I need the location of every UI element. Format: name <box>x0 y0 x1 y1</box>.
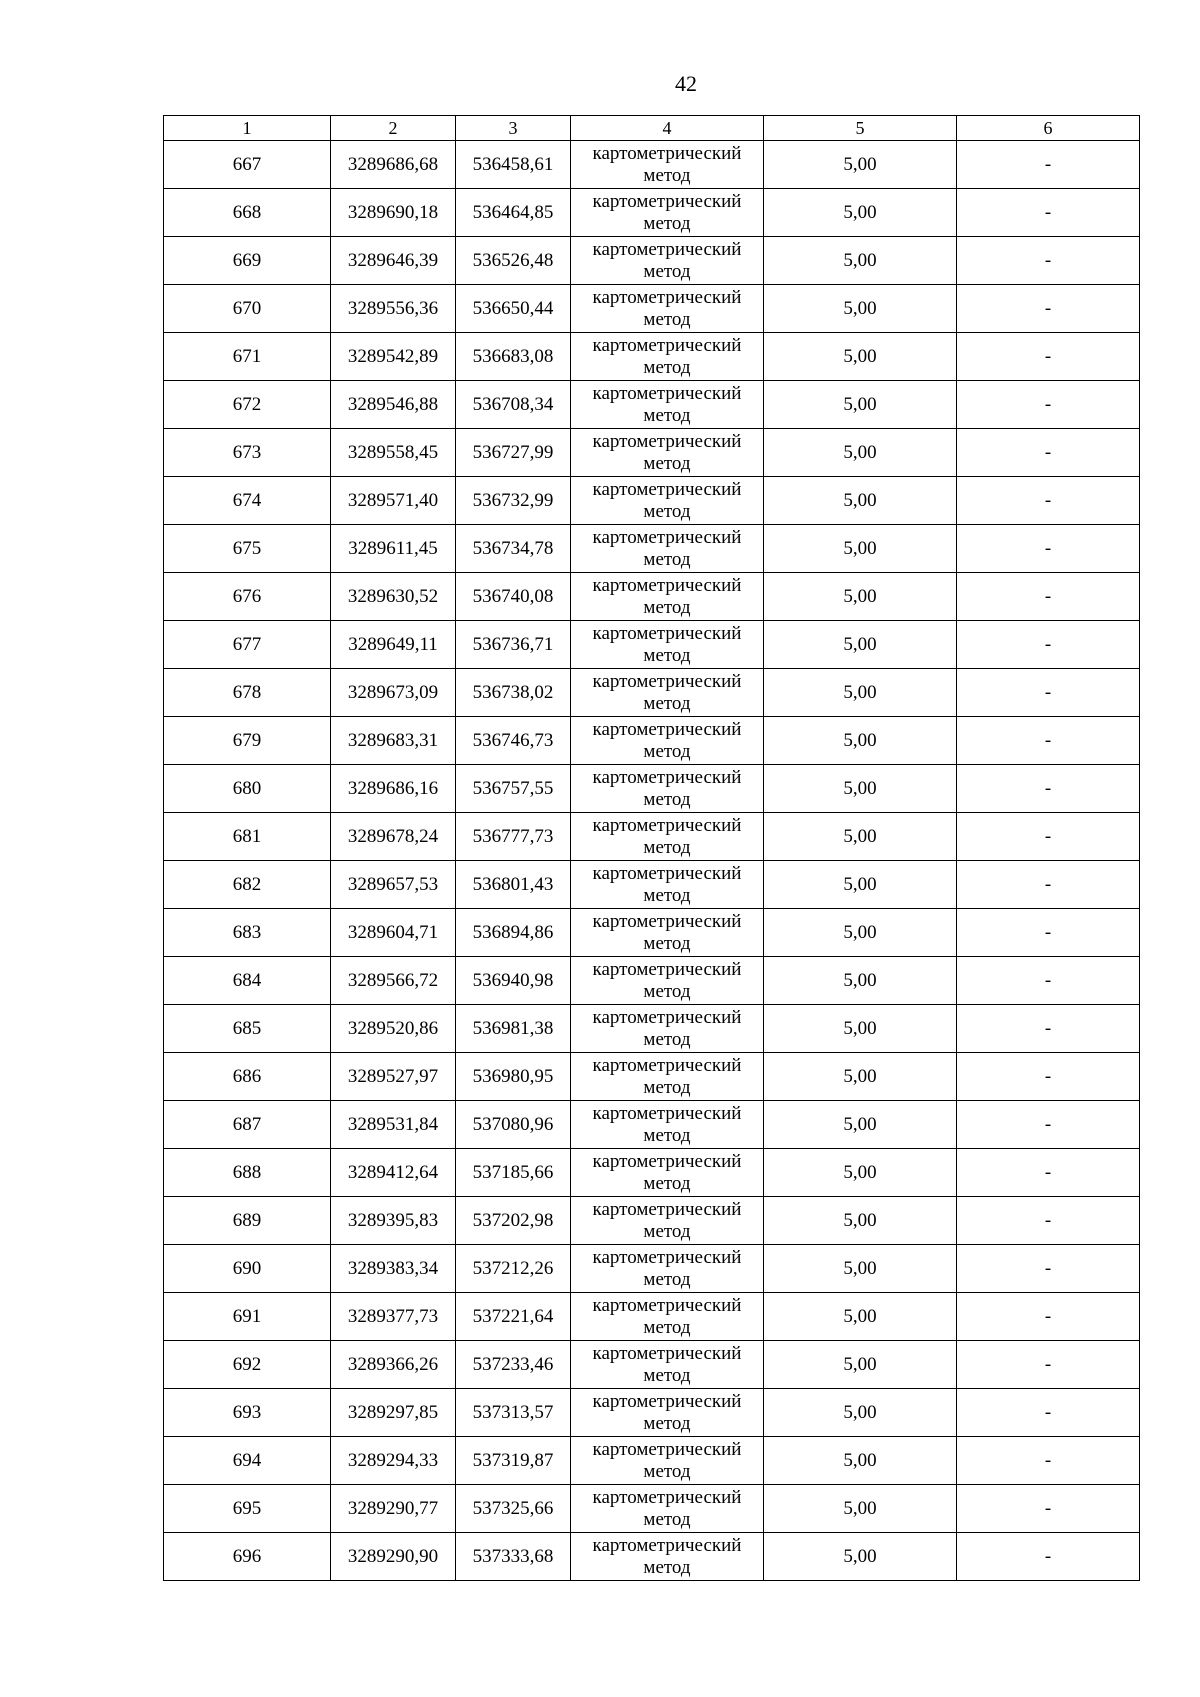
table-row <box>164 1053 1140 1101</box>
x-coordinate-cell: 3289556,36 <box>331 285 456 333</box>
y-coordinate-cell: 536738,02 <box>456 669 571 717</box>
x-coordinate-cell: 3289527,97 <box>331 1053 456 1101</box>
method-line-1: картометрический <box>592 814 742 836</box>
method-line-1: картометрический <box>592 1390 742 1412</box>
note-cell: - <box>957 1005 1140 1053</box>
y-coordinate-cell: 536458,61 <box>456 141 571 189</box>
table-row <box>164 237 1140 285</box>
table-header <box>164 116 1140 141</box>
point-number-cell: 689 <box>164 1197 331 1245</box>
note-cell: - <box>957 141 1140 189</box>
method-line-2: метод <box>643 1364 691 1386</box>
point-number-cell: 695 <box>164 1485 331 1533</box>
point-number-cell: 681 <box>164 813 331 861</box>
note-cell: - <box>957 669 1140 717</box>
method-cell <box>571 1149 764 1197</box>
method-line-1: картометрический <box>592 1198 742 1220</box>
y-coordinate-cell: 537333,68 <box>456 1533 571 1581</box>
method-line-2: метод <box>643 884 691 906</box>
method-line-2: метод <box>643 1220 691 1242</box>
x-coordinate-cell: 3289678,24 <box>331 813 456 861</box>
x-coordinate-cell: 3289546,88 <box>331 381 456 429</box>
note-cell: - <box>957 813 1140 861</box>
table-row <box>164 621 1140 669</box>
method-line-1: картометрический <box>592 1102 742 1124</box>
x-coordinate-cell: 3289290,77 <box>331 1485 456 1533</box>
y-coordinate-cell: 537319,87 <box>456 1437 571 1485</box>
accuracy-cell: 5,00 <box>764 765 957 813</box>
method-line-2: метод <box>643 1316 691 1338</box>
point-number-cell: 679 <box>164 717 331 765</box>
y-coordinate-cell: 536708,34 <box>456 381 571 429</box>
accuracy-cell: 5,00 <box>764 621 957 669</box>
method-line-1: картометрический <box>592 958 742 980</box>
y-coordinate-cell: 537212,26 <box>456 1245 571 1293</box>
point-number-cell: 688 <box>164 1149 331 1197</box>
table-row <box>164 141 1140 189</box>
point-number-cell: 678 <box>164 669 331 717</box>
point-number-cell: 685 <box>164 1005 331 1053</box>
method-line-1: картометрический <box>592 1534 742 1556</box>
y-coordinate-cell: 536746,73 <box>456 717 571 765</box>
accuracy-cell: 5,00 <box>764 1533 957 1581</box>
method-cell <box>571 621 764 669</box>
header-cell-4: 4 <box>571 116 764 141</box>
accuracy-cell: 5,00 <box>764 1341 957 1389</box>
method-line-2: метод <box>643 836 691 858</box>
table-row <box>164 813 1140 861</box>
method-cell <box>571 1341 764 1389</box>
method-cell <box>571 1005 764 1053</box>
table-row <box>164 717 1140 765</box>
method-line-2: метод <box>643 1028 691 1050</box>
accuracy-cell: 5,00 <box>764 1485 957 1533</box>
point-number-cell: 674 <box>164 477 331 525</box>
method-line-2: метод <box>643 260 691 282</box>
method-cell <box>571 1485 764 1533</box>
accuracy-cell: 5,00 <box>764 957 957 1005</box>
table-row <box>164 525 1140 573</box>
point-number-cell: 686 <box>164 1053 331 1101</box>
method-line-2: метод <box>643 692 691 714</box>
method-line-2: метод <box>643 644 691 666</box>
note-cell: - <box>957 237 1140 285</box>
method-line-1: картометрический <box>592 238 742 260</box>
method-line-2: метод <box>643 1508 691 1530</box>
x-coordinate-cell: 3289366,26 <box>331 1341 456 1389</box>
y-coordinate-cell: 536894,86 <box>456 909 571 957</box>
page-number: 42 <box>675 71 697 96</box>
note-cell: - <box>957 1533 1140 1581</box>
method-cell <box>571 237 764 285</box>
note-cell: - <box>957 1197 1140 1245</box>
point-number-cell: 687 <box>164 1101 331 1149</box>
method-cell <box>571 573 764 621</box>
x-coordinate-cell: 3289630,52 <box>331 573 456 621</box>
x-coordinate-cell: 3289412,64 <box>331 1149 456 1197</box>
table-row <box>164 1197 1140 1245</box>
method-line-2: метод <box>643 788 691 810</box>
method-line-1: картометрический <box>592 670 742 692</box>
table-row <box>164 477 1140 525</box>
method-cell <box>571 381 764 429</box>
accuracy-cell: 5,00 <box>764 429 957 477</box>
x-coordinate-cell: 3289604,71 <box>331 909 456 957</box>
point-number-cell: 680 <box>164 765 331 813</box>
y-coordinate-cell: 537313,57 <box>456 1389 571 1437</box>
x-coordinate-cell: 3289377,73 <box>331 1293 456 1341</box>
method-line-1: картометрический <box>592 1438 742 1460</box>
x-coordinate-cell: 3289611,45 <box>331 525 456 573</box>
accuracy-cell: 5,00 <box>764 1437 957 1485</box>
y-coordinate-cell: 536650,44 <box>456 285 571 333</box>
y-coordinate-cell: 536940,98 <box>456 957 571 1005</box>
note-cell: - <box>957 1437 1140 1485</box>
method-line-2: метод <box>643 212 691 234</box>
x-coordinate-cell: 3289558,45 <box>331 429 456 477</box>
table-row <box>164 765 1140 813</box>
table-row <box>164 1005 1140 1053</box>
point-number-cell: 691 <box>164 1293 331 1341</box>
table-row <box>164 1341 1140 1389</box>
accuracy-cell: 5,00 <box>764 477 957 525</box>
method-line-2: метод <box>643 356 691 378</box>
method-cell <box>571 1293 764 1341</box>
header-row <box>164 116 1140 141</box>
x-coordinate-cell: 3289542,89 <box>331 333 456 381</box>
accuracy-cell: 5,00 <box>764 285 957 333</box>
method-line-2: метод <box>643 452 691 474</box>
header-cell-3: 3 <box>456 116 571 141</box>
method-line-2: метод <box>643 404 691 426</box>
method-line-1: картометрический <box>592 766 742 788</box>
table-row <box>164 285 1140 333</box>
x-coordinate-cell: 3289297,85 <box>331 1389 456 1437</box>
method-cell <box>571 813 764 861</box>
method-line-2: метод <box>643 1412 691 1434</box>
note-cell: - <box>957 957 1140 1005</box>
y-coordinate-cell: 537233,46 <box>456 1341 571 1389</box>
method-line-1: картометрический <box>592 1150 742 1172</box>
y-coordinate-cell: 536464,85 <box>456 189 571 237</box>
y-coordinate-cell: 536801,43 <box>456 861 571 909</box>
accuracy-cell: 5,00 <box>764 861 957 909</box>
y-coordinate-cell: 536980,95 <box>456 1053 571 1101</box>
y-coordinate-cell: 537080,96 <box>456 1101 571 1149</box>
note-cell: - <box>957 429 1140 477</box>
method-line-1: картометрический <box>592 142 742 164</box>
note-cell: - <box>957 285 1140 333</box>
method-line-1: картометрический <box>592 622 742 644</box>
method-cell <box>571 1245 764 1293</box>
table-row <box>164 1533 1140 1581</box>
table-row <box>164 573 1140 621</box>
method-line-1: картометрический <box>592 334 742 356</box>
header-cell-1: 1 <box>164 116 331 141</box>
y-coordinate-cell: 536734,78 <box>456 525 571 573</box>
table-row <box>164 189 1140 237</box>
method-cell <box>571 1053 764 1101</box>
method-line-1: картометрический <box>592 478 742 500</box>
point-number-cell: 673 <box>164 429 331 477</box>
method-line-1: картометрический <box>592 1294 742 1316</box>
table-row <box>164 1389 1140 1437</box>
x-coordinate-cell: 3289673,09 <box>331 669 456 717</box>
method-cell <box>571 189 764 237</box>
y-coordinate-cell: 537325,66 <box>456 1485 571 1533</box>
header-cell-2: 2 <box>331 116 456 141</box>
x-coordinate-cell: 3289646,39 <box>331 237 456 285</box>
method-cell <box>571 1197 764 1245</box>
y-coordinate-cell: 536777,73 <box>456 813 571 861</box>
point-number-cell: 671 <box>164 333 331 381</box>
x-coordinate-cell: 3289571,40 <box>331 477 456 525</box>
method-cell <box>571 429 764 477</box>
accuracy-cell: 5,00 <box>764 1197 957 1245</box>
y-coordinate-cell: 536727,99 <box>456 429 571 477</box>
method-line-1: картометрический <box>592 430 742 452</box>
method-line-1: картометрический <box>592 910 742 932</box>
accuracy-cell: 5,00 <box>764 525 957 573</box>
accuracy-cell: 5,00 <box>764 189 957 237</box>
point-number-cell: 694 <box>164 1437 331 1485</box>
note-cell: - <box>957 1389 1140 1437</box>
table-row <box>164 1485 1140 1533</box>
accuracy-cell: 5,00 <box>764 237 957 285</box>
note-cell: - <box>957 1245 1140 1293</box>
table-row <box>164 429 1140 477</box>
method-line-1: картометрический <box>592 1342 742 1364</box>
method-line-2: метод <box>643 740 691 762</box>
accuracy-cell: 5,00 <box>764 1389 957 1437</box>
note-cell: - <box>957 765 1140 813</box>
note-cell: - <box>957 333 1140 381</box>
note-cell: - <box>957 621 1140 669</box>
table-row <box>164 669 1140 717</box>
method-cell <box>571 669 764 717</box>
table-row <box>164 1101 1140 1149</box>
point-number-cell: 682 <box>164 861 331 909</box>
x-coordinate-cell: 3289383,34 <box>331 1245 456 1293</box>
point-number-cell: 677 <box>164 621 331 669</box>
method-line-2: метод <box>643 980 691 1002</box>
table-row <box>164 861 1140 909</box>
method-line-1: картометрический <box>592 382 742 404</box>
header-cell-5: 5 <box>764 116 957 141</box>
x-coordinate-cell: 3289657,53 <box>331 861 456 909</box>
method-line-2: метод <box>643 932 691 954</box>
note-cell: - <box>957 717 1140 765</box>
x-coordinate-cell: 3289520,86 <box>331 1005 456 1053</box>
method-line-2: метод <box>643 1460 691 1482</box>
y-coordinate-cell: 536740,08 <box>456 573 571 621</box>
accuracy-cell: 5,00 <box>764 381 957 429</box>
coordinates-table <box>163 115 1140 1581</box>
method-cell <box>571 477 764 525</box>
method-line-2: метод <box>643 1172 691 1194</box>
method-line-2: метод <box>643 500 691 522</box>
method-line-1: картометрический <box>592 718 742 740</box>
point-number-cell: 676 <box>164 573 331 621</box>
note-cell: - <box>957 1293 1140 1341</box>
method-cell <box>571 1101 764 1149</box>
accuracy-cell: 5,00 <box>764 1053 957 1101</box>
method-cell <box>571 957 764 1005</box>
point-number-cell: 672 <box>164 381 331 429</box>
y-coordinate-cell: 536526,48 <box>456 237 571 285</box>
x-coordinate-cell: 3289686,68 <box>331 141 456 189</box>
note-cell: - <box>957 477 1140 525</box>
note-cell: - <box>957 1053 1140 1101</box>
point-number-cell: 683 <box>164 909 331 957</box>
accuracy-cell: 5,00 <box>764 909 957 957</box>
y-coordinate-cell: 536736,71 <box>456 621 571 669</box>
accuracy-cell: 5,00 <box>764 717 957 765</box>
y-coordinate-cell: 536683,08 <box>456 333 571 381</box>
method-cell <box>571 285 764 333</box>
accuracy-cell: 5,00 <box>764 333 957 381</box>
table-row <box>164 909 1140 957</box>
method-cell <box>571 717 764 765</box>
x-coordinate-cell: 3289683,31 <box>331 717 456 765</box>
point-number-cell: 668 <box>164 189 331 237</box>
accuracy-cell: 5,00 <box>764 1245 957 1293</box>
x-coordinate-cell: 3289531,84 <box>331 1101 456 1149</box>
table-row <box>164 1293 1140 1341</box>
point-number-cell: 684 <box>164 957 331 1005</box>
table-row <box>164 1437 1140 1485</box>
note-cell: - <box>957 909 1140 957</box>
method-cell <box>571 861 764 909</box>
method-cell <box>571 909 764 957</box>
note-cell: - <box>957 573 1140 621</box>
method-line-2: метод <box>643 1556 691 1578</box>
method-cell <box>571 141 764 189</box>
note-cell: - <box>957 1485 1140 1533</box>
y-coordinate-cell: 536732,99 <box>456 477 571 525</box>
method-line-2: метод <box>643 308 691 330</box>
y-coordinate-cell: 536981,38 <box>456 1005 571 1053</box>
method-cell <box>571 525 764 573</box>
point-number-cell: 690 <box>164 1245 331 1293</box>
accuracy-cell: 5,00 <box>764 669 957 717</box>
table-row <box>164 1149 1140 1197</box>
accuracy-cell: 5,00 <box>764 1149 957 1197</box>
method-cell <box>571 1533 764 1581</box>
point-number-cell: 667 <box>164 141 331 189</box>
note-cell: - <box>957 1101 1140 1149</box>
x-coordinate-cell: 3289566,72 <box>331 957 456 1005</box>
accuracy-cell: 5,00 <box>764 813 957 861</box>
point-number-cell: 669 <box>164 237 331 285</box>
method-line-1: картометрический <box>592 1246 742 1268</box>
point-number-cell: 670 <box>164 285 331 333</box>
table-body <box>164 141 1140 1581</box>
method-line-1: картометрический <box>592 190 742 212</box>
note-cell: - <box>957 1341 1140 1389</box>
accuracy-cell: 5,00 <box>764 1101 957 1149</box>
method-cell <box>571 1437 764 1485</box>
method-line-2: метод <box>643 1124 691 1146</box>
accuracy-cell: 5,00 <box>764 1293 957 1341</box>
y-coordinate-cell: 536757,55 <box>456 765 571 813</box>
x-coordinate-cell: 3289290,90 <box>331 1533 456 1581</box>
accuracy-cell: 5,00 <box>764 141 957 189</box>
method-line-2: метод <box>643 1268 691 1290</box>
point-number-cell: 693 <box>164 1389 331 1437</box>
note-cell: - <box>957 861 1140 909</box>
table-row <box>164 381 1140 429</box>
method-line-1: картометрический <box>592 574 742 596</box>
method-line-2: метод <box>643 548 691 570</box>
method-line-2: метод <box>643 164 691 186</box>
accuracy-cell: 5,00 <box>764 1005 957 1053</box>
method-line-1: картометрический <box>592 1054 742 1076</box>
note-cell: - <box>957 189 1140 237</box>
method-line-1: картометрический <box>592 1006 742 1028</box>
method-line-2: метод <box>643 1076 691 1098</box>
method-line-1: картометрический <box>592 1486 742 1508</box>
y-coordinate-cell: 537221,64 <box>456 1293 571 1341</box>
table-row <box>164 957 1140 1005</box>
method-line-1: картометрический <box>592 526 742 548</box>
y-coordinate-cell: 537202,98 <box>456 1197 571 1245</box>
method-line-1: картометрический <box>592 286 742 308</box>
method-cell <box>571 333 764 381</box>
point-number-cell: 696 <box>164 1533 331 1581</box>
point-number-cell: 675 <box>164 525 331 573</box>
method-cell <box>571 765 764 813</box>
x-coordinate-cell: 3289395,83 <box>331 1197 456 1245</box>
table-row <box>164 333 1140 381</box>
method-cell <box>571 1389 764 1437</box>
method-line-1: картометрический <box>592 862 742 884</box>
note-cell: - <box>957 381 1140 429</box>
note-cell: - <box>957 1149 1140 1197</box>
accuracy-cell: 5,00 <box>764 573 957 621</box>
note-cell: - <box>957 525 1140 573</box>
y-coordinate-cell: 537185,66 <box>456 1149 571 1197</box>
point-number-cell: 692 <box>164 1341 331 1389</box>
method-line-2: метод <box>643 596 691 618</box>
table-row <box>164 1245 1140 1293</box>
x-coordinate-cell: 3289649,11 <box>331 621 456 669</box>
header-cell-6: 6 <box>957 116 1140 141</box>
x-coordinate-cell: 3289686,16 <box>331 765 456 813</box>
x-coordinate-cell: 3289690,18 <box>331 189 456 237</box>
x-coordinate-cell: 3289294,33 <box>331 1437 456 1485</box>
